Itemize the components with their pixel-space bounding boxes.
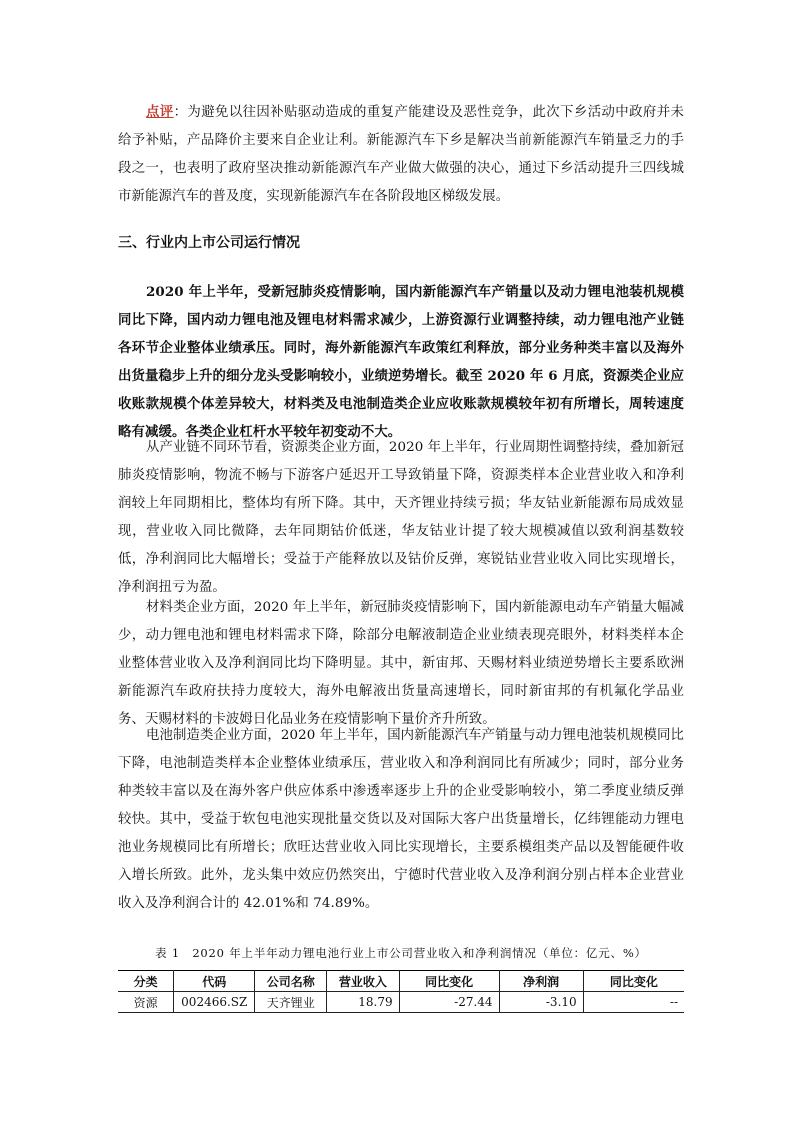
resources-paragraph: 从产业链不同环节看，资源类企业方面，2020 年上半年，行业周期性调整持续，叠加新冠肺炎疫情影响，物流不畅与下游客户延迟开工导致销量下降，资源类样本企业营业收入和净利润较上年同期相比，整体均有所下降。其中，天齐锂业持续亏损；华友钴业新能源布局成效显现，营业收入同比微降，去年同期钴价低迷，华友钴业计提了较大规模减值以致利润基数较低，净利润同比大幅增长；受益于产能释放以及钴价反弹，寒锐钴业营业收入同比实现增长，净利润扭亏为盈。 (118, 440, 684, 595)
header-code: 代码 (174, 971, 255, 992)
header-company: 公司名称 (255, 971, 327, 992)
header-category: 分类 (118, 971, 174, 992)
header-revenue-change: 同比变化 (399, 971, 499, 992)
comment-paragraph (118, 98, 684, 211)
comment-label: 点评 (146, 104, 174, 120)
table-caption: 表 1 2020 年上半年动力锂电池行业上市公司营业收入和净利润情况（单位：亿元、%） (155, 946, 647, 960)
cell-revenue-change: -27.44 (399, 992, 499, 1013)
revenue-table (118, 970, 684, 1013)
cell-company: 天齐锂业 (255, 992, 327, 1013)
section-heading: 三、行业内上市公司运行情况 (118, 235, 300, 251)
table-row (118, 992, 684, 1013)
cell-net-profit: -3.10 (499, 992, 583, 1013)
cell-profit-change: -- (583, 992, 684, 1013)
header-net-profit: 净利润 (499, 971, 583, 992)
comment-text: ：为避免以往因补贴驱动造成的重复产能建设及恶性竞争，此次下乡活动中政府并未给予补贴，产品降价主要来自企业让利。新能源汽车下乡是解决当前新能源汽车销量乏力的手段之一，也表明了政府坚决推动新能源汽车产业做大做强的决心，通过下乡活动提升三四线城市新能源汽车的普及度，实现新能源汽车在各阶段地区梯级发展。 (118, 105, 684, 204)
table-header-row (118, 971, 684, 992)
materials-paragraph: 材料类企业方面，2020 年上半年，新冠肺炎疫情影响下，国内新能源电动车产销量大幅减少，动力锂电池和锂电材料需求下降，除部分电解液制造企业业绩表现亮眼外，材料类样本企业整体营业收入及净利润同比均下降明显。其中，新宙邦、天赐材料业绩逆势增长主要系欧洲新能源汽车政府扶持力度较大，海外电解液出货量高速增长，同时新宙邦的有机氟化学品业务、天赐材料的卡波姆日化品业务在疫情影响下量价齐升所致。 (118, 600, 684, 727)
battery-paragraph: 电池制造类企业方面，2020 年上半年，国内新能源汽车产销量与动力锂电池装机规模同比下降，电池制造类样本企业整体业绩承压，营业收入和净利润同比有所减少；同时，部分业务种类较丰富以及在海外客户供应体系中渗透率逐步上升的企业受影响较小，第二季度业绩反弹较快。其中，受益于软包电池实现批量交货以及对国际大客户出货量增长，亿纬锂能动力锂电池业务规模同比有所增长；欣旺达营业收入同比实现增长，主要系模组类产品以及智能硬件收入增长所致。此外，龙头集中效应仍然突出，宁德时代营业收入及净利润分别占样本企业营业收入及净利润合计的 42.01%和 74.89%。 (118, 728, 684, 911)
cell-code: 002466.SZ (174, 992, 255, 1013)
summary-paragraph: 2020 年上半年，受新冠肺炎疫情影响，国内新能源汽车产销量以及动力锂电池装机规模同比下降，国内动力锂电池及锂电材料需求减少，上游资源行业调整持续，动力锂电池产业链各环节企业整体业绩承压。同时，海外新能源汽车政策红利释放，部分业务种类丰富以及海外出货量稳步上升的细分龙头受影响较小，业绩逆势增长。截至 2020 年 6 月底，资源类企业应收账款规模个体差异较大，材料类及电池制造类企业应收账款规模较年初有所增长，周转速度略有减缓。各类企业杠杆水平较年初变动不大。 (118, 284, 684, 440)
cell-category: 资源 (118, 992, 174, 1013)
cell-revenue: 18.79 (327, 992, 399, 1013)
header-profit-change: 同比变化 (583, 971, 684, 992)
header-revenue: 营业收入 (327, 971, 399, 992)
